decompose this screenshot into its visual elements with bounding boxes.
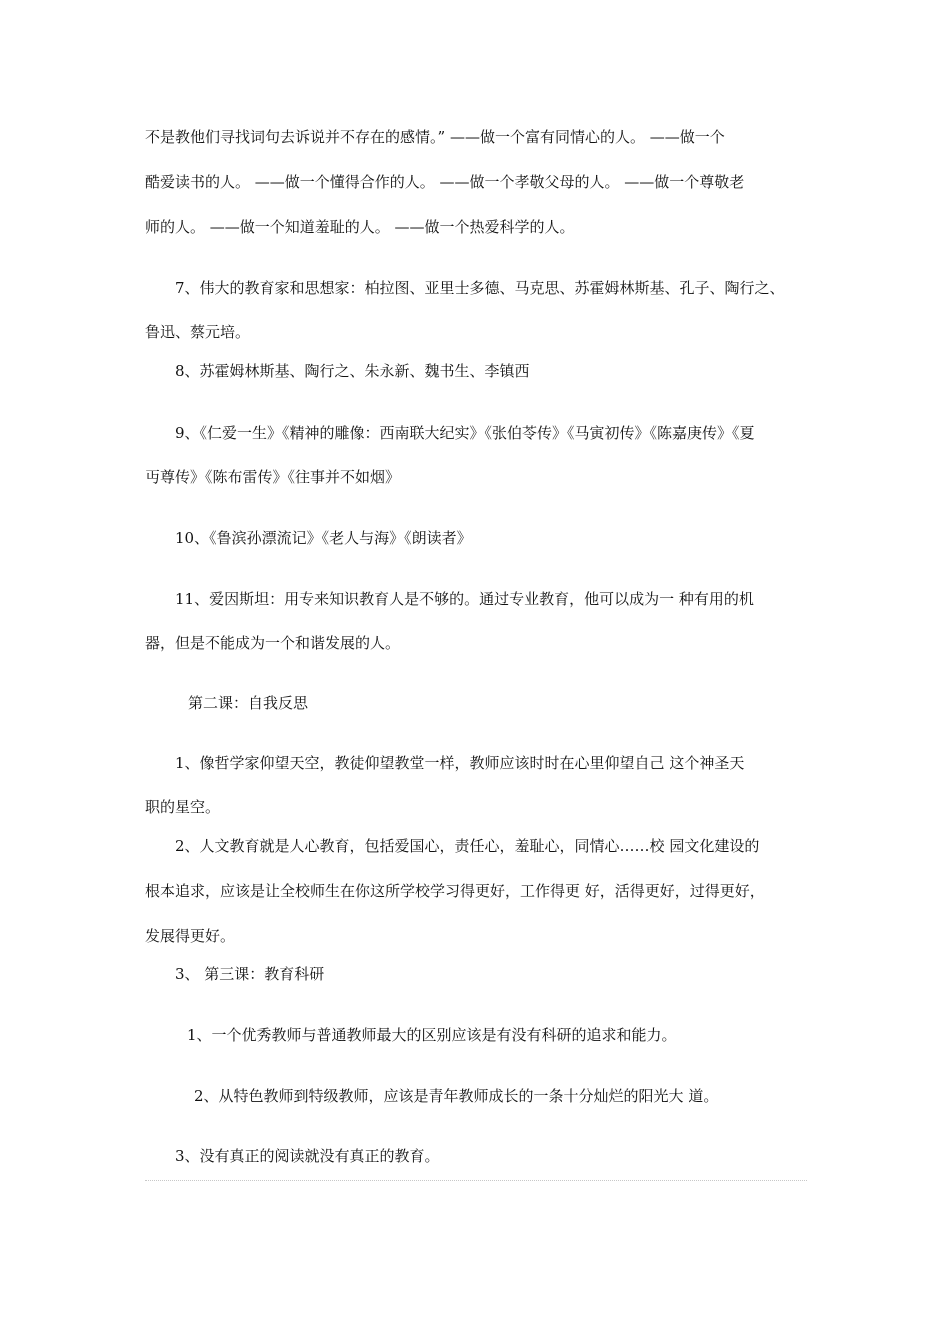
text-line: 8、苏霍姆林斯基、陶行之、朱永新、魏书生、李镇西 <box>175 362 530 380</box>
section-heading: 3、 第三课：教育科研 <box>175 965 325 983</box>
text-line: 根本追求，应该是让全校师生在你这所学校学习得更好，工作得更 好，活得更好，过得更好， <box>145 882 765 900</box>
text-line: 鲁迅、蔡元培。 <box>145 323 251 341</box>
dotted-divider <box>145 1180 807 1181</box>
text-line: 11、爱因斯坦：用专来知识教育人是不够的。通过专业教育，他可以成为一 种有用的机 <box>175 590 754 608</box>
text-line: 10、《鲁滨孙漂流记》《老人与海》《朗读者》 <box>175 529 472 547</box>
text-line: 1、一个优秀教师与普通教师最大的区别应该是有没有科研的追求和能力。 <box>187 1026 677 1044</box>
text-line: 酷爱读书的人。 ——做一个懂得合作的人。 ——做一个孝敬父母的人。 ——做一个尊敬老 <box>145 173 745 191</box>
text-line: 3、没有真正的阅读就没有真正的教育。 <box>175 1147 440 1165</box>
text-line: 丏尊传》《陈布雷传》《往事并不如烟》 <box>145 468 401 486</box>
text-line: 9、《仁爱一生》《精神的雕像：西南联大纪实》《张伯苓传》《马寅初传》《陈嘉庚传》《夏 <box>175 424 755 442</box>
text-line: 1、像哲学家仰望天空，教徒仰望教堂一样，教师应该时时在心里仰望自己 这个神圣天 <box>175 754 745 772</box>
text-line: 2、从特色教师到特级教师，应该是青年教师成长的一条十分灿烂的阳光大 道。 <box>194 1087 719 1105</box>
text-line: 师的人。 ——做一个知道羞耻的人。 ——做一个热爱科学的人。 <box>145 218 575 236</box>
text-line: 不是教他们寻找词句去诉说并不存在的感情。” ——做一个富有同情心的人。 ——做一个 <box>145 128 725 146</box>
text-line: 器，但是不能成为一个和谐发展的人。 <box>145 634 401 652</box>
text-line: 发展得更好。 <box>145 927 236 945</box>
text-line: 7、伟大的教育家和思想家：柏拉图、亚里士多德、马克思、苏霍姆林斯基、孔子、陶行之、 <box>175 279 785 297</box>
text-line: 职的星空。 <box>145 798 221 816</box>
section-heading: 第二课：自我反思 <box>188 694 309 712</box>
text-line: 2、人文教育就是人心教育，包括爱国心，责任心，羞耻心，同情心……校 园文化建设的 <box>175 837 760 855</box>
